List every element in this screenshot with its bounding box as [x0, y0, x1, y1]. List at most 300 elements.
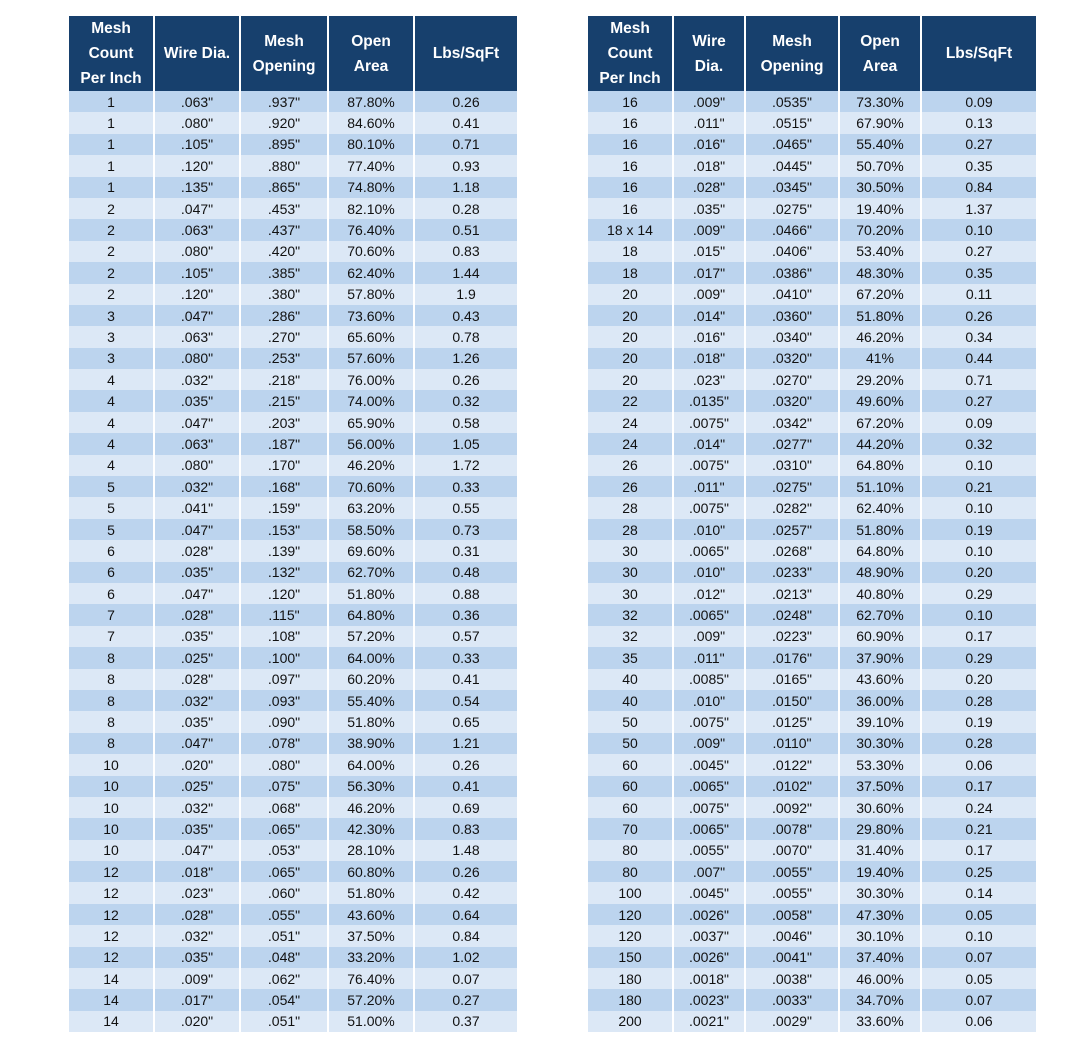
mesh-count-cell: 10 [69, 797, 155, 818]
mesh-count-cell: 10 [69, 840, 155, 861]
lbs-sqft-cell: 0.28 [922, 733, 1036, 754]
wire-dia-cell: .009" [155, 968, 241, 989]
mesh-opening-cell: .0122" [746, 754, 840, 775]
table-row [588, 284, 1036, 305]
table-row [69, 155, 517, 176]
lbs-sqft-cell: 0.10 [922, 455, 1036, 476]
mesh-count-cell: 70 [588, 818, 674, 839]
table-row [69, 754, 517, 775]
table-row [69, 604, 517, 625]
table-row [588, 134, 1036, 155]
lbs-sqft-cell: 0.20 [922, 669, 1036, 690]
table-row [588, 562, 1036, 583]
mesh-opening-cell: .215" [241, 390, 329, 411]
lbs-sqft-cell: 0.84 [415, 925, 517, 946]
mesh-count-cell: 14 [69, 1011, 155, 1032]
table-row [69, 455, 517, 476]
open-area-cell: 63.20% [329, 497, 415, 518]
wire-dia-cell: .080" [155, 112, 241, 133]
mesh-opening-cell: .0310" [746, 455, 840, 476]
table-row [69, 305, 517, 326]
wire-dia-cell: .0018" [674, 968, 746, 989]
open-area-cell: 57.20% [329, 989, 415, 1010]
lbs-sqft-cell: 0.27 [415, 989, 517, 1010]
header-mesh-count: Mesh Count Per Inch [69, 16, 155, 91]
lbs-sqft-cell: 0.36 [415, 604, 517, 625]
lbs-sqft-cell: 0.41 [415, 112, 517, 133]
table-row [69, 989, 517, 1010]
mesh-opening-cell: .0038" [746, 968, 840, 989]
mesh-opening-cell: .0041" [746, 947, 840, 968]
wire-dia-cell: .011" [674, 647, 746, 668]
lbs-sqft-cell: 1.44 [415, 262, 517, 283]
lbs-sqft-cell: 0.07 [922, 947, 1036, 968]
open-area-cell: 73.30% [840, 91, 922, 112]
table-row [69, 968, 517, 989]
table-row [588, 112, 1036, 133]
mesh-count-cell: 10 [69, 776, 155, 797]
lbs-sqft-cell: 0.54 [415, 690, 517, 711]
table-row [588, 840, 1036, 861]
table-row [588, 989, 1036, 1010]
header-mesh-opening: Mesh Opening [241, 16, 329, 91]
lbs-sqft-cell: 0.10 [922, 540, 1036, 561]
mesh-count-cell: 30 [588, 583, 674, 604]
mesh-count-cell: 60 [588, 797, 674, 818]
mesh-count-cell: 50 [588, 733, 674, 754]
lbs-sqft-cell: 0.09 [922, 91, 1036, 112]
lbs-sqft-cell: 0.07 [922, 989, 1036, 1010]
mesh-opening-cell: .0465" [746, 134, 840, 155]
mesh-opening-cell: .0342" [746, 412, 840, 433]
mesh-opening-cell: .0340" [746, 326, 840, 347]
open-area-cell: 64.80% [329, 604, 415, 625]
mesh-count-cell: 16 [588, 134, 674, 155]
wire-dia-cell: .014" [674, 433, 746, 454]
table-row [588, 390, 1036, 411]
lbs-sqft-cell: 0.10 [922, 219, 1036, 240]
open-area-cell: 74.00% [329, 390, 415, 411]
mesh-count-cell: 8 [69, 733, 155, 754]
table-row [588, 540, 1036, 561]
wire-dia-cell: .025" [155, 776, 241, 797]
mesh-opening-cell: .068" [241, 797, 329, 818]
lbs-sqft-cell: 0.26 [415, 91, 517, 112]
mesh-opening-cell: .270" [241, 326, 329, 347]
mesh-opening-cell: .108" [241, 626, 329, 647]
mesh-count-cell: 26 [588, 455, 674, 476]
lbs-sqft-cell: 1.02 [415, 947, 517, 968]
mesh-count-cell: 24 [588, 412, 674, 433]
open-area-cell: 73.60% [329, 305, 415, 326]
table-row [69, 177, 517, 198]
header-open-area: Open Area [840, 16, 922, 91]
open-area-cell: 42.30% [329, 818, 415, 839]
mesh-count-cell: 30 [588, 562, 674, 583]
table-row [588, 818, 1036, 839]
wire-dia-cell: .017" [674, 262, 746, 283]
lbs-sqft-cell: 0.37 [415, 1011, 517, 1032]
table-row [69, 947, 517, 968]
open-area-cell: 43.60% [840, 669, 922, 690]
wire-dia-cell: .0023" [674, 989, 746, 1010]
open-area-cell: 58.50% [329, 519, 415, 540]
wire-dia-cell: .063" [155, 219, 241, 240]
mesh-count-cell: 3 [69, 305, 155, 326]
open-area-cell: 62.40% [329, 262, 415, 283]
open-area-cell: 80.10% [329, 134, 415, 155]
open-area-cell: 64.80% [840, 540, 922, 561]
open-area-cell: 41% [840, 348, 922, 369]
lbs-sqft-cell: 0.83 [415, 818, 517, 839]
table-row [69, 219, 517, 240]
mesh-opening-cell: .090" [241, 711, 329, 732]
open-area-cell: 76.40% [329, 968, 415, 989]
table-row [588, 968, 1036, 989]
open-area-cell: 64.00% [329, 647, 415, 668]
table-row [588, 733, 1036, 754]
mesh-opening-cell: .0268" [746, 540, 840, 561]
lbs-sqft-cell: 0.78 [415, 326, 517, 347]
lbs-sqft-cell: 0.41 [415, 669, 517, 690]
wire-dia-cell: .028" [155, 540, 241, 561]
mesh-count-cell: 6 [69, 583, 155, 604]
lbs-sqft-cell: 0.41 [415, 776, 517, 797]
table-row [69, 91, 517, 112]
mesh-opening-cell: .065" [241, 818, 329, 839]
mesh-count-cell: 7 [69, 626, 155, 647]
mesh-count-cell: 8 [69, 711, 155, 732]
mesh-count-cell: 60 [588, 754, 674, 775]
lbs-sqft-cell: 0.57 [415, 626, 517, 647]
wire-dia-cell: .080" [155, 241, 241, 262]
mesh-count-cell: 32 [588, 626, 674, 647]
mesh-count-cell: 4 [69, 455, 155, 476]
wire-dia-cell: .0021" [674, 1011, 746, 1032]
open-area-cell: 76.00% [329, 369, 415, 390]
lbs-sqft-cell: 0.11 [922, 284, 1036, 305]
open-area-cell: 64.00% [329, 754, 415, 775]
wire-dia-cell: .063" [155, 91, 241, 112]
open-area-cell: 44.20% [840, 433, 922, 454]
table-row [588, 626, 1036, 647]
table-row [588, 155, 1036, 176]
table-row [588, 348, 1036, 369]
wire-dia-cell: .011" [674, 476, 746, 497]
mesh-opening-cell: .0110" [746, 733, 840, 754]
table-row [69, 540, 517, 561]
open-area-cell: 37.40% [840, 947, 922, 968]
open-area-cell: 70.20% [840, 219, 922, 240]
mesh-opening-cell: .100" [241, 647, 329, 668]
table-row [69, 840, 517, 861]
mesh-count-cell: 100 [588, 882, 674, 903]
wire-dia-cell: .016" [674, 134, 746, 155]
lbs-sqft-cell: 0.06 [922, 754, 1036, 775]
table-row [69, 797, 517, 818]
table-row [69, 348, 517, 369]
mesh-opening-cell: .0410" [746, 284, 840, 305]
mesh-count-cell: 4 [69, 369, 155, 390]
open-area-cell: 46.20% [329, 455, 415, 476]
table-row [588, 754, 1036, 775]
mesh-opening-cell: .053" [241, 840, 329, 861]
wire-dia-cell: .028" [155, 669, 241, 690]
open-area-cell: 38.90% [329, 733, 415, 754]
mesh-count-cell: 6 [69, 540, 155, 561]
lbs-sqft-cell: 0.09 [922, 412, 1036, 433]
table-row [588, 198, 1036, 219]
open-area-cell: 29.20% [840, 369, 922, 390]
open-area-cell: 51.10% [840, 476, 922, 497]
mesh-opening-cell: .132" [241, 562, 329, 583]
table-row [69, 433, 517, 454]
open-area-cell: 67.90% [840, 112, 922, 133]
mesh-opening-cell: .120" [241, 583, 329, 604]
mesh-opening-cell: .0445" [746, 155, 840, 176]
lbs-sqft-cell: 0.48 [415, 562, 517, 583]
table-row [588, 861, 1036, 882]
table-row [69, 861, 517, 882]
open-area-cell: 30.10% [840, 925, 922, 946]
mesh-count-cell: 80 [588, 861, 674, 882]
mesh-count-cell: 5 [69, 476, 155, 497]
lbs-sqft-cell: 0.05 [922, 968, 1036, 989]
mesh-opening-cell: .0406" [746, 241, 840, 262]
open-area-cell: 30.30% [840, 733, 922, 754]
open-area-cell: 53.30% [840, 754, 922, 775]
mesh-opening-cell: .0102" [746, 776, 840, 797]
wire-dia-cell: .010" [674, 690, 746, 711]
open-area-cell: 50.70% [840, 155, 922, 176]
open-area-cell: 30.30% [840, 882, 922, 903]
wire-dia-cell: .009" [674, 733, 746, 754]
lbs-sqft-cell: 0.19 [922, 519, 1036, 540]
lbs-sqft-cell: 0.64 [415, 904, 517, 925]
wire-dia-cell: .0065" [674, 776, 746, 797]
table-row [588, 476, 1036, 497]
header-open-area: Open Area [329, 16, 415, 91]
mesh-opening-cell: .051" [241, 1011, 329, 1032]
mesh-opening-cell: .0386" [746, 262, 840, 283]
lbs-sqft-cell: 1.37 [922, 198, 1036, 219]
wire-dia-cell: .009" [674, 91, 746, 112]
mesh-opening-cell: .0055" [746, 861, 840, 882]
lbs-sqft-cell: 0.58 [415, 412, 517, 433]
mesh-opening-cell: .055" [241, 904, 329, 925]
wire-dia-cell: .032" [155, 797, 241, 818]
open-area-cell: 51.80% [329, 583, 415, 604]
lbs-sqft-cell: 0.26 [415, 861, 517, 882]
open-area-cell: 55.40% [329, 690, 415, 711]
mesh-count-cell: 4 [69, 390, 155, 411]
mesh-count-cell: 2 [69, 284, 155, 305]
mesh-opening-cell: .0277" [746, 433, 840, 454]
wire-dia-cell: .018" [674, 348, 746, 369]
wire-dia-cell: .017" [155, 989, 241, 1010]
mesh-opening-cell: .187" [241, 433, 329, 454]
table-row [69, 776, 517, 797]
wire-dia-cell: .0135" [674, 390, 746, 411]
mesh-count-cell: 16 [588, 91, 674, 112]
table-row [69, 925, 517, 946]
lbs-sqft-cell: 0.71 [922, 369, 1036, 390]
mesh-opening-cell: .0033" [746, 989, 840, 1010]
lbs-sqft-cell: 0.32 [922, 433, 1036, 454]
table-row [588, 647, 1036, 668]
mesh-count-cell: 8 [69, 690, 155, 711]
wire-dia-cell: .009" [674, 284, 746, 305]
mesh-count-cell: 32 [588, 604, 674, 625]
wire-dia-cell: .041" [155, 497, 241, 518]
open-area-cell: 30.50% [840, 177, 922, 198]
mesh-opening-cell: .093" [241, 690, 329, 711]
mesh-count-cell: 6 [69, 562, 155, 583]
lbs-sqft-cell: 1.26 [415, 348, 517, 369]
mesh-opening-cell: .0092" [746, 797, 840, 818]
table-row [69, 733, 517, 754]
open-area-cell: 51.80% [329, 711, 415, 732]
table-row [69, 412, 517, 433]
open-area-cell: 69.60% [329, 540, 415, 561]
mesh-opening-cell: .895" [241, 134, 329, 155]
table-row [69, 476, 517, 497]
lbs-sqft-cell: 0.29 [922, 583, 1036, 604]
wire-dia-cell: .047" [155, 198, 241, 219]
table-row [588, 904, 1036, 925]
mesh-count-cell: 14 [69, 968, 155, 989]
mesh-opening-cell: .920" [241, 112, 329, 133]
table-row [69, 1011, 517, 1032]
mesh-count-cell: 1 [69, 134, 155, 155]
mesh-count-cell: 16 [588, 177, 674, 198]
table-row [588, 326, 1036, 347]
mesh-opening-cell: .420" [241, 241, 329, 262]
table-row [588, 583, 1036, 604]
mesh-opening-cell: .0055" [746, 882, 840, 903]
lbs-sqft-cell: 0.10 [922, 497, 1036, 518]
table-row [69, 198, 517, 219]
open-area-cell: 57.60% [329, 348, 415, 369]
mesh-count-cell: 18 x 14 [588, 219, 674, 240]
mesh-opening-cell: .0058" [746, 904, 840, 925]
mesh-count-cell: 22 [588, 390, 674, 411]
lbs-sqft-cell: 0.73 [415, 519, 517, 540]
table-row [69, 690, 517, 711]
mesh-count-cell: 150 [588, 947, 674, 968]
mesh-count-cell: 1 [69, 155, 155, 176]
wire-dia-cell: .0026" [674, 904, 746, 925]
open-area-cell: 46.20% [329, 797, 415, 818]
mesh-opening-cell: .0275" [746, 198, 840, 219]
wire-dia-cell: .047" [155, 305, 241, 326]
mesh-opening-cell: .153" [241, 519, 329, 540]
lbs-sqft-cell: 0.07 [415, 968, 517, 989]
wire-dia-cell: .047" [155, 840, 241, 861]
wire-dia-cell: .120" [155, 155, 241, 176]
lbs-sqft-cell: 0.27 [922, 241, 1036, 262]
lbs-sqft-cell: 0.26 [415, 754, 517, 775]
open-area-cell: 33.60% [840, 1011, 922, 1032]
mesh-count-cell: 120 [588, 904, 674, 925]
lbs-sqft-cell: 0.05 [922, 904, 1036, 925]
mesh-opening-cell: .170" [241, 455, 329, 476]
mesh-count-cell: 3 [69, 348, 155, 369]
wire-dia-cell: .0075" [674, 455, 746, 476]
mesh-count-cell: 12 [69, 947, 155, 968]
open-area-cell: 56.00% [329, 433, 415, 454]
mesh-count-cell: 20 [588, 284, 674, 305]
wire-dia-cell: .015" [674, 241, 746, 262]
open-area-cell: 70.60% [329, 241, 415, 262]
wire-dia-cell: .035" [155, 818, 241, 839]
mesh-count-cell: 200 [588, 1011, 674, 1032]
wire-dia-cell: .0045" [674, 882, 746, 903]
mesh-count-cell: 50 [588, 711, 674, 732]
mesh-count-cell: 40 [588, 669, 674, 690]
wire-dia-cell: .010" [674, 519, 746, 540]
table-row [588, 519, 1036, 540]
mesh-count-cell: 12 [69, 925, 155, 946]
lbs-sqft-cell: 1.18 [415, 177, 517, 198]
open-area-cell: 60.90% [840, 626, 922, 647]
wire-dia-cell: .0085" [674, 669, 746, 690]
mesh-opening-cell: .075" [241, 776, 329, 797]
wire-dia-cell: .035" [155, 947, 241, 968]
wire-dia-cell: .009" [674, 219, 746, 240]
mesh-count-cell: 16 [588, 198, 674, 219]
wire-dia-cell: .047" [155, 519, 241, 540]
mesh-count-cell: 12 [69, 904, 155, 925]
open-area-cell: 43.60% [329, 904, 415, 925]
lbs-sqft-cell: 0.17 [922, 776, 1036, 797]
wire-dia-cell: .020" [155, 1011, 241, 1032]
table-row [588, 797, 1036, 818]
open-area-cell: 57.80% [329, 284, 415, 305]
table-row [69, 626, 517, 647]
mesh-opening-cell: .0535" [746, 91, 840, 112]
open-area-cell: 67.20% [840, 412, 922, 433]
mesh-count-cell: 16 [588, 155, 674, 176]
mesh-opening-cell: .0360" [746, 305, 840, 326]
wire-dia-cell: .120" [155, 284, 241, 305]
lbs-sqft-cell: 0.27 [922, 134, 1036, 155]
mesh-count-cell: 24 [588, 433, 674, 454]
table-row [69, 711, 517, 732]
mesh-count-cell: 180 [588, 968, 674, 989]
wire-dia-cell: .018" [155, 861, 241, 882]
lbs-sqft-cell: 0.83 [415, 241, 517, 262]
mesh-opening-cell: .0282" [746, 497, 840, 518]
wire-dia-cell: .0065" [674, 818, 746, 839]
mesh-spec-table-left [69, 16, 517, 1032]
mesh-opening-cell: .051" [241, 925, 329, 946]
table-row [588, 433, 1036, 454]
wire-dia-cell: .047" [155, 733, 241, 754]
lbs-sqft-cell: 0.42 [415, 882, 517, 903]
wire-dia-cell: .0055" [674, 840, 746, 861]
table-row [69, 583, 517, 604]
lbs-sqft-cell: 0.28 [922, 690, 1036, 711]
open-area-cell: 51.80% [840, 305, 922, 326]
mesh-count-cell: 10 [69, 818, 155, 839]
table-row [69, 284, 517, 305]
mesh-count-cell: 2 [69, 219, 155, 240]
lbs-sqft-cell: 0.93 [415, 155, 517, 176]
table-row [69, 326, 517, 347]
mesh-count-cell: 4 [69, 412, 155, 433]
lbs-sqft-cell: 1.9 [415, 284, 517, 305]
